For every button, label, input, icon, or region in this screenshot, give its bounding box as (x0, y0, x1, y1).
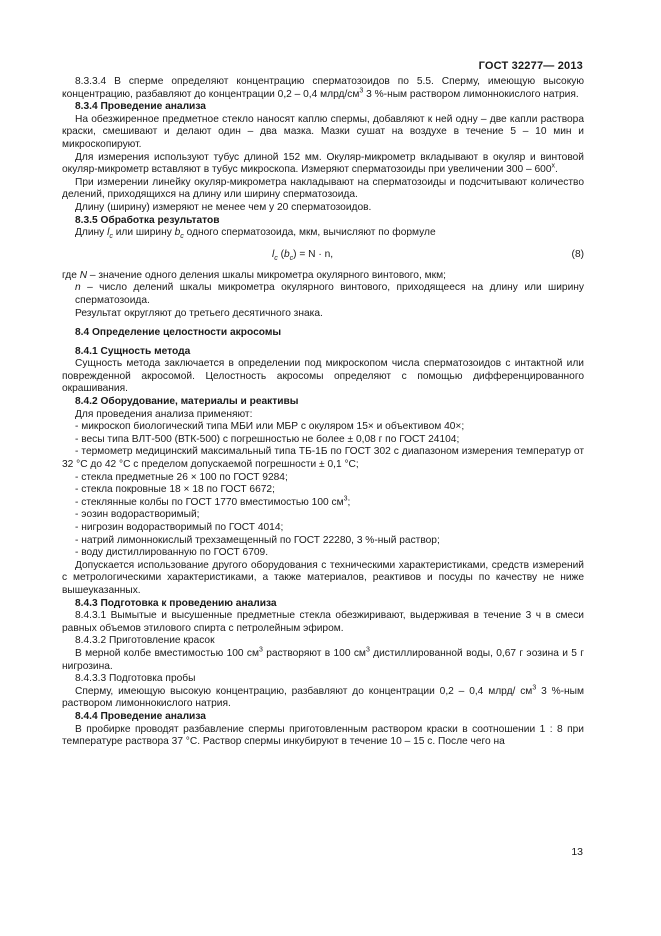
paragraph: При измерении линейку окуляр-микрометра накладывают на сперматозоиды и подсчитывают количество делений, приходящихся на длину или ширину сперматозоида. (62, 176, 584, 201)
page-body (62, 76, 584, 749)
text: В мерной колбе вместимостью 100 см (75, 647, 259, 659)
heading-8-4: 8.4 Определение целостности акросомы (75, 327, 282, 339)
paragraph: 8.4.3.1 Вымытые и высушенные предметные стекла обезжиривают, выдерживая в течение 3 ч в смеси равных объемов этилового спирта с петролейным эфиром. (62, 610, 584, 634)
heading-8-4-4: 8.4.4 Проведение анализа (75, 710, 206, 722)
list-item: - стекла покровные 18 × 18 по ГОСТ 6672; (75, 484, 275, 496)
subheading: 8.4.3.2 Приготовление красок (75, 635, 215, 647)
superscript: 3 (343, 495, 348, 503)
superscript: 3 (259, 646, 263, 654)
heading-8-4-3: 8.4.3 Подготовка к проведению анализа (75, 597, 277, 609)
list-item: - натрий лимоннокислый трехзамещенный по ГОСТ 22280, 3 %-ный раствор; (75, 534, 440, 546)
text: - стеклянные колбы по ГОСТ 1770 вместимостью 100 см (75, 496, 344, 508)
where-definition-n (62, 282, 584, 307)
text: 8.3.3.4 В сперме определяют концентрацию сперматозоидов по 5.5. Сперму, имеющую высокую концентрацию, разбавляют до концентрации 0,2 – 0,4 млрд/см (62, 76, 584, 100)
subscript: c (274, 254, 278, 262)
page-header-standard: ГОСТ 32277— 2013 (478, 60, 583, 72)
heading-8-3-5: 8.3.5 Обработка результатов (75, 214, 220, 226)
paragraph: На обезжиренное предметное стекло наносят каплю спермы, добавляют к ней одну – две капли раствора краски, смешивают и делают один – два мазка. Мазки сушат на воздухе в течение 5 – 10 мин и микроскопируют. (62, 113, 584, 150)
paragraph: Для проведения анализа применяют: (75, 408, 253, 420)
formula-number: (8) (571, 248, 584, 260)
paragraph (62, 227, 584, 240)
paragraph (62, 648, 584, 673)
var-l: l (272, 248, 275, 260)
subheading: 8.4.3.3 Подготовка пробы (75, 673, 196, 685)
var-n: n (75, 282, 81, 294)
paragraph (62, 686, 584, 711)
text: или ширину (112, 227, 175, 239)
heading-8-4-2: 8.4.2 Оборудование, материалы и реактивы (75, 396, 299, 408)
paragraph: Длину (ширину) измеряют не менее чем у 20 сперматозоидов. (75, 201, 372, 213)
var-b: b (174, 227, 181, 239)
paragraph-8-3-3-4 (62, 76, 584, 101)
list-item: - стекла предметные 26 × 100 по ГОСТ 9284; (75, 471, 288, 483)
superscript: 3 (359, 87, 364, 95)
subscript: c (109, 233, 113, 241)
formula-8 (62, 240, 584, 270)
paragraph: Допускается использование другого оборудования с техническими характеристиками, средств измерений с метрологическими характеристиками, а также материалов, реактивов и посуды по качеству не ниже вышеуказанных. (62, 559, 584, 596)
text: – число делений шкалы микрометра окулярного винтового, приходящееся на длину или ширину сперматозоида. (75, 282, 584, 306)
heading-8-3-4: 8.3.4 Проведение анализа (75, 101, 206, 113)
list-item: - воду дистиллированную по ГОСТ 6709. (75, 547, 269, 559)
subscript: c (289, 254, 294, 262)
var-N: N (79, 269, 88, 281)
page-number: 13 (571, 846, 583, 858)
formula-expression (272, 249, 333, 262)
paragraph: Результат округляют до третьего десятичного знака. (75, 307, 323, 319)
list-item: - нигрозин водорастворимый по ГОСТ 4014; (75, 522, 284, 533)
text: где (62, 269, 80, 281)
text: дистиллированной воды, 0,67 г эозина и 5 г нигрозина. (62, 647, 585, 672)
text: ( (277, 248, 284, 260)
text: 3 %-ным раствором лимоннокислого натрия. (62, 685, 584, 710)
list-item: - микроскоп биологический типа МБИ или МБР с окуляром 15× и объективом 40×; (75, 421, 465, 433)
text: растворяют в 100 см (262, 647, 366, 659)
list-item: - термометр медицинский максимальный типа ТБ-1Б по ГОСТ 302 с диапазоном измерения температур от 32 °С до 42 °С с пределом допускаемой погрешности ± 0,1 °С; (62, 446, 584, 471)
var-b: b (284, 248, 290, 260)
subscript: c (180, 233, 184, 241)
superscript: 3 (532, 684, 537, 692)
where-definition-N (62, 270, 584, 283)
text: ; (347, 496, 351, 508)
text: ) = N · n, (293, 248, 334, 260)
list-item: - эозин водорастворимый; (75, 509, 200, 521)
paragraph: В пробирке проводят разбавление спермы приготовленным раствором краски в соотношении 1 : 8 при температуре раствора 37 °С. Раствор спермы инкубируют в течение 10 – 15 с. После чего на (62, 723, 584, 748)
list-item (62, 497, 584, 510)
paragraph: Сущность метода заключается в определении под микроскопом числа сперматозоидов с интактной или поврежденной акросомой. Целостность акросомы определяют с помощью дифференцированного окрашивания. (62, 358, 584, 395)
superscript: х (551, 162, 555, 170)
heading-8-4-1: 8.4.1 Сущность метода (75, 345, 191, 357)
text: – значение одного деления шкалы микрометра окулярного винтового, мкм; (87, 269, 446, 281)
var-l: l (107, 227, 110, 239)
text: Длину (75, 227, 108, 239)
text: . (555, 164, 558, 176)
superscript: 3 (365, 646, 370, 654)
text: Сперму, имеющую высокую концентрацию, разбавляют до концентрации 0,2 – 0,4 млрд/ см (75, 685, 533, 697)
paragraph (62, 152, 584, 177)
text: Для измерения используют тубус длиной 152 мм. Окуляр-микрометр вкладывают в окуляр и винтовой окуляр-микрометр вставляют в тубус микроскопа. Измеряют сперматозоиды при увеличении 300 – 600 (62, 151, 584, 176)
text: 3 %-ным раствором лимоннокислого натрия. (363, 88, 579, 100)
text: одного сперматозоида, мкм, вычисляют по формуле (183, 227, 436, 239)
list-item: - весы типа ВЛТ-500 (ВТК-500) с погрешностью не более ± 0,08 г по ГОСТ 24104; (75, 433, 460, 445)
